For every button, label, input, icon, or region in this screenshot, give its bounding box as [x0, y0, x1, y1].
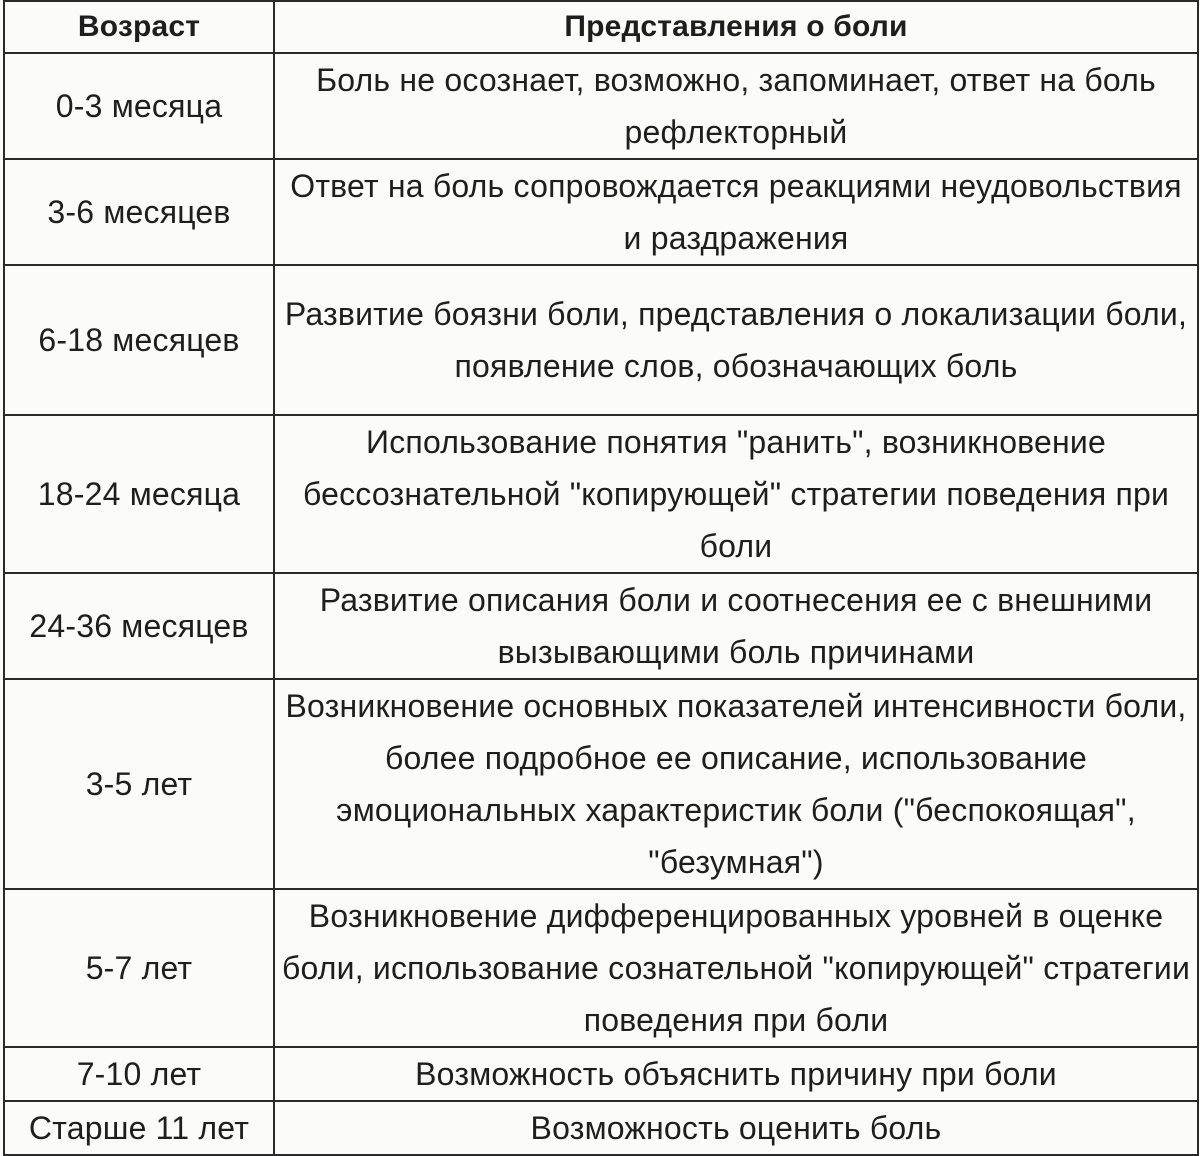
cell-description: Возникновение основных показателей интенсивности боли, более подробное ее описание, использование эмоциональных характеристик боли ("беспокоящая", "безумная") — [274, 679, 1198, 889]
table-row — [4, 415, 1198, 573]
header-age: Возраст — [4, 1, 274, 53]
table-row — [4, 1047, 1198, 1101]
cell-description: Использование понятия "ранить", возникновение бессознательной "копирующей" стратегии поведения при боли — [274, 415, 1198, 573]
cell-age: 0-3 месяца — [4, 53, 274, 159]
table-row — [4, 265, 1198, 415]
table-row — [4, 1101, 1198, 1155]
table-row — [4, 53, 1198, 159]
cell-age: 3-5 лет — [4, 679, 274, 889]
table-row — [4, 159, 1198, 265]
table-header-row — [4, 1, 1198, 53]
cell-age: 7-10 лет — [4, 1047, 274, 1101]
table-row — [4, 889, 1198, 1047]
cell-description: Развитие описания боли и соотнесения ее с внешними вызывающими боль причинами — [274, 573, 1198, 679]
cell-description: Возникновение дифференцированных уровней в оценке боли, использование сознательной "копирующей" стратегии поведения при боли — [274, 889, 1198, 1047]
cell-age: 6-18 месяцев — [4, 265, 274, 415]
cell-age: Старше 11 лет — [4, 1101, 274, 1155]
cell-description: Возможность объяснить причину при боли — [274, 1047, 1198, 1101]
header-description: Представления о боли — [274, 1, 1198, 53]
cell-description: Ответ на боль сопровождается реакциями неудовольствия и раздражения — [274, 159, 1198, 265]
cell-description: Боль не осознает, возможно, запоминает, ответ на боль рефлекторный — [274, 53, 1198, 159]
cell-description: Развитие боязни боли, представления о локализации боли, появление слов, обозначающих боль — [274, 265, 1198, 415]
cell-age: 5-7 лет — [4, 889, 274, 1047]
cell-age: 24-36 месяцев — [4, 573, 274, 679]
table-row — [4, 679, 1198, 889]
table-row — [4, 573, 1198, 679]
pain-perception-table — [3, 0, 1199, 1156]
cell-age: 18-24 месяца — [4, 415, 274, 573]
cell-age: 3-6 месяцев — [4, 159, 274, 265]
cell-description: Возможность оценить боль — [274, 1101, 1198, 1155]
